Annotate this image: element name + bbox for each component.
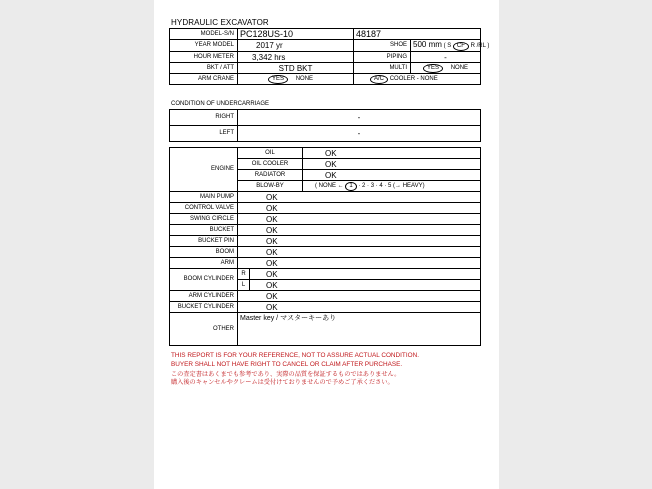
item-label: BUCKET [170,225,238,236]
report-sheet [154,0,499,489]
item-label: ARM [170,258,238,269]
boom-cylinder-label: BOOM CYLINDER [170,269,238,291]
ac-rest: COOLER - NONE [389,75,438,82]
shoe-value: 500 mm [413,40,442,49]
item-label: BOOM [170,247,238,258]
undercarriage-table [169,109,481,142]
hour-label: HOUR METER [170,52,238,63]
other-value: Master key / マスターキーあり [238,313,481,346]
serial-value: 48187 [354,29,481,40]
multi-none: NONE [450,64,469,71]
disclaimer-line: 購入後のキャンセルやクレームは受付けておりませんので予めご了承ください。 [171,379,394,386]
shoe-label: SHOE [354,40,411,52]
model-value: PC128US-10 [238,29,354,40]
multi-label: MULTI [354,63,411,74]
shoe-opt-cf: CF [453,42,469,51]
blowby-scale: · 2 · 3 · 4 · 5 (→ HEAVY) [358,182,425,189]
arm-crane-yes: YES [268,75,288,84]
item-label: BUCKET PIN [170,236,238,247]
item-value: OK [238,203,481,214]
item-label: BUCKET CYLINDER [170,302,238,313]
item-label: SWING CIRCLE [170,214,238,225]
boom-cylinder-r-value: OK [250,269,481,280]
piping-value: - [411,52,481,63]
blowby-selected: 1 [345,182,356,191]
undercarriage-title: CONDITION OF UNDERCARRIAGE [171,101,270,107]
model-label: MODEL-S/N [170,29,238,40]
boom-cylinder-r-label: R [238,269,250,280]
inspection-table [169,147,481,346]
piping-label: PIPING [354,52,411,63]
item-value: OK [238,192,481,203]
engine-cooler-label: OIL COOLER [238,159,303,170]
boom-cylinder-l-label: L [238,280,250,291]
arm-crane-label: ARM CRANE [170,74,238,85]
item-value: OK [238,236,481,247]
boom-cylinder-l-value: OK [250,280,481,291]
engine-blowby-label: BLOW-BY [238,181,303,192]
engine-oil-label: OIL [238,148,303,159]
hour-value: 3,342 hrs [238,52,354,63]
report-title: HYDRAULIC EXCAVATOR [171,18,269,27]
bkt-value: STD BKT [238,63,354,74]
year-label: YEAR MODEL [170,40,238,52]
uc-left-value: - [238,126,481,142]
shoe-cell [411,40,490,52]
blowby-prefix: ( NONE ← [315,182,344,189]
item-value: OK [238,291,481,302]
uc-right-value: - [238,110,481,126]
arm-crane-none: NONE [295,75,314,82]
item-value: OK [238,247,481,258]
disclaimer-line: BUYER SHALL NOT HAVE RIGHT TO CANCEL OR CLAIM AFTER PURCHASE. [171,361,403,368]
item-value: OK [238,302,481,313]
engine-blowby-cell [303,181,481,192]
spec-table [169,28,490,85]
disclaimer-line: THIS REPORT IS FOR YOUR REFERENCE, NOT TO ASSURE ACTUAL CONDITION. [171,352,419,359]
item-label: ARM CYLINDER [170,291,238,302]
item-label: MAIN PUMP [170,192,238,203]
engine-label: ENGINE [170,148,238,192]
ac-cell [354,74,481,85]
engine-radiator-value: OK [303,170,481,181]
item-label: CONTROL VALVE [170,203,238,214]
item-value: OK [238,258,481,269]
other-label: OTHER [170,313,238,346]
engine-cooler-value: OK [303,159,481,170]
bkt-label: BKT / ATT [170,63,238,74]
uc-right-label: RIGHT [170,110,238,126]
item-value: OK [238,225,481,236]
shoe-opt-r: R /RL ) [470,43,490,49]
arm-crane-cell [238,74,354,85]
multi-yes: YES [423,64,443,73]
multi-cell [411,63,481,74]
engine-radiator-label: RADIATOR [238,170,303,181]
shoe-opt-s: ( S [443,43,452,49]
disclaimer-line: この査定書はあくまでも参考であり、実際の品質を保証するものではありません。 [171,371,401,378]
engine-oil-value: OK [303,148,481,159]
item-value: OK [238,214,481,225]
ac-selected: A/C [370,75,388,84]
year-value: 2017 yr [238,40,354,52]
uc-left-label: LEFT [170,126,238,142]
